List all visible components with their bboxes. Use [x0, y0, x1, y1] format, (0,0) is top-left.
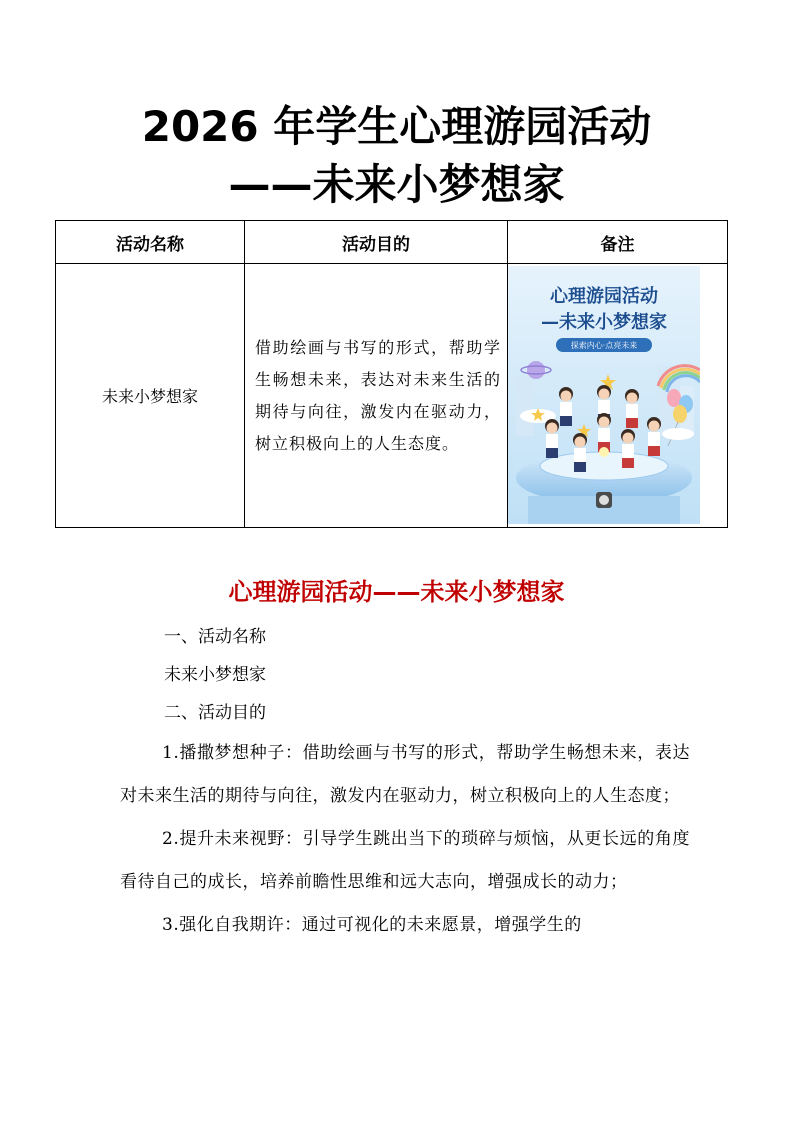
activity-poster-image — [508, 266, 700, 524]
title-line-1: 2026 年学生心理游园活动 — [141, 102, 652, 151]
body-text — [120, 618, 690, 947]
section-title: 心理游园活动——未来小梦想家 — [228, 578, 565, 606]
activity-table — [55, 220, 728, 528]
heading-activity-purpose: 二、活动目的 — [164, 703, 266, 723]
activity-name-text: 未来小梦想家 — [164, 665, 266, 685]
cell-activity-name: 未来小梦想家 — [56, 264, 245, 528]
poster-title-line-2: —未来小梦想家 — [541, 312, 667, 333]
purpose-text: 借助绘画与书写的形式，帮助学生畅想未来，表达对未来生活的期待与向往，激发内在驱动力，树立积极向上的人生态度。 — [255, 337, 501, 453]
purpose-paragraph-3: 3.强化自我期许：通过可视化的未来愿景，增强学生的 — [162, 915, 582, 935]
title-line-2: ——未来小梦想家 — [228, 160, 565, 209]
header-activity-purpose: 活动目的 — [245, 221, 508, 264]
table-row — [56, 264, 728, 528]
poster-tagline: 探索内心·点亮未来 — [570, 341, 638, 350]
header-remarks: 备注 — [508, 221, 728, 264]
purpose-paragraph-2: 2.提升未来视野：引导学生跳出当下的琐碎与烦恼，从更长远的角度看待自己的成长，培养前瞻性思维和远大志向，增强成长的动力； — [120, 829, 690, 892]
purpose-paragraph-1: 1.播撒梦想种子：借助绘画与书写的形式，帮助学生畅想未来，表达对未来生活的期待与向往，激发内在驱动力，树立积极向上的人生态度； — [120, 743, 690, 806]
header-activity-name: 活动名称 — [56, 221, 245, 264]
document-title — [0, 98, 793, 214]
table-header-row — [56, 221, 728, 264]
poster-title-line-1: 心理游园活动 — [550, 286, 658, 307]
cell-remarks — [508, 264, 728, 528]
heading-activity-name: 一、活动名称 — [164, 627, 266, 647]
cell-activity-purpose — [245, 264, 508, 528]
